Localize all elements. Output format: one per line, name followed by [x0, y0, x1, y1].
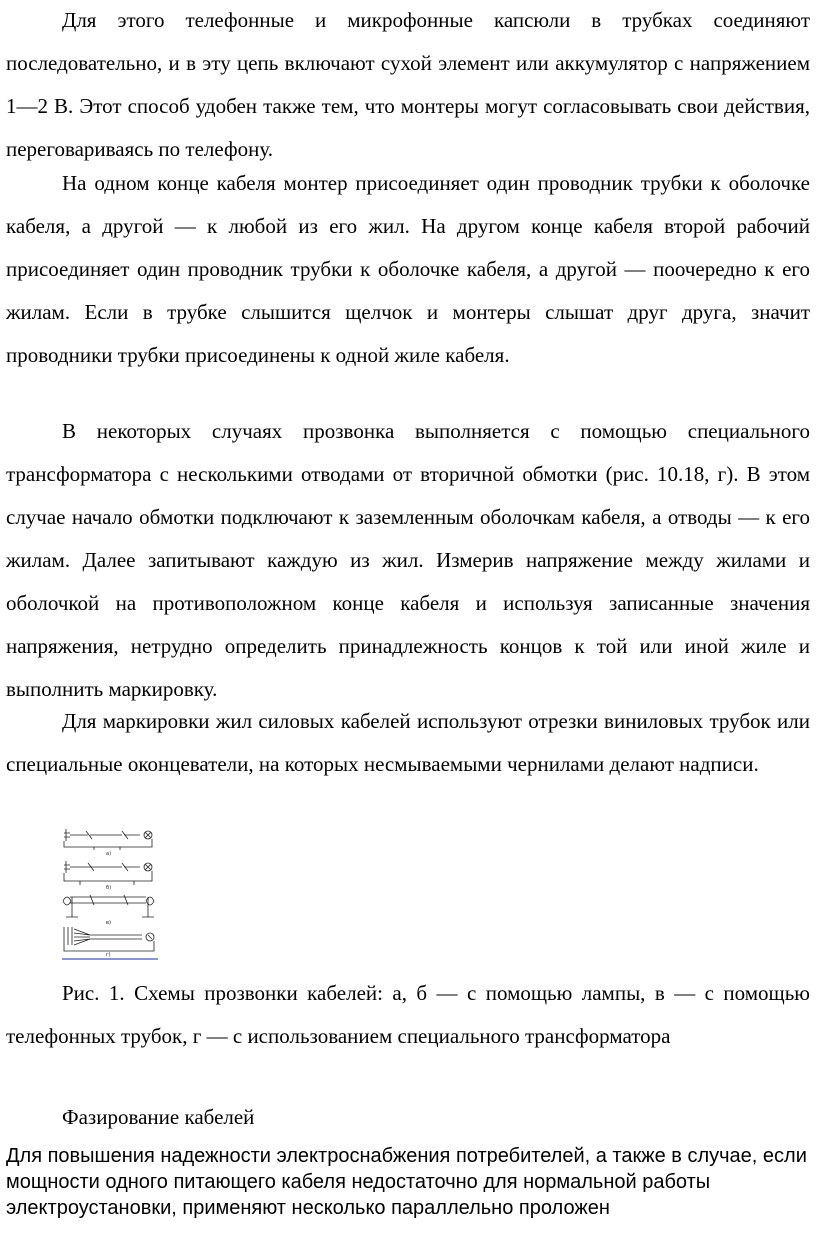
paragraph-3: В некоторых случаях прозвонка выполняется с помощью специального трансформатора с несколькими отводами от вторичной обмотки (рис. 10.18, г). В этом случае начало обмотки подключают к заземленным оболочкам кабеля, а отводы — к его жилам. Далее запитывают каждую из жил. Измерив напряжение между жилами и оболочкой на противоположном конце кабеля и используя записанные значения напряжения, нетрудно определить принадлежность концов к той или иной жиле и выполнить маркировку. [6, 419, 810, 701]
paragraph-5: Для повышения надежности электроснабжения потребителей, а также в случае, если мощности одного питающего кабеля недостаточно для нормальной работы электроустановки, применяют несколько параллельно проложен [6, 1145, 807, 1219]
figure-caption: Рис. 1. Схемы прозвонки кабелей: а, б — с помощью лампы, в — с помощью телефонных трубок, г — с использованием специального трансформатора [6, 981, 810, 1048]
paragraph-2: На одном конце кабеля монтер присоединяет один проводник трубки к оболочке кабеля, а другой — к любой из его жил. На другом конце кабеля второй рабочий присоединяет один проводник трубки к оболочке кабеля, а другой — поочередно к его жилам. Если в трубке слышится щелчок и монтеры слышат друг друга, значит проводники трубки присоединены к одной жиле кабеля. [6, 171, 810, 367]
schematic-panel-b [64, 861, 152, 885]
panel-label-d: г) [106, 952, 111, 958]
paragraph-1: Для этого телефонные и микрофонные капсюли в трубках соединяют последовательно, и в эту цепь включают сухой элемент или аккумулятор с напряжением 1—2 В. Этот способ удобен также тем, что монтеры могут согласовывать свои действия, переговариваясь по телефону. [6, 8, 810, 161]
section-heading: Фазирование кабелей [62, 1105, 255, 1129]
schematic-panel-d [64, 927, 154, 951]
cable-testing-schematic-figure [60, 825, 160, 961]
panel-label-b: б) [106, 885, 112, 891]
schematic-panel-a [64, 829, 152, 850]
panel-label-a: а) [106, 851, 112, 857]
schematic-panel-c [63, 895, 154, 917]
paragraph-4: Для маркировки жил силовых кабелей используют отрезки виниловых трубок или специальные оконцеватели, на которых несмываемыми чернилами делают надписи. [6, 709, 810, 776]
panel-label-c: в) [106, 920, 111, 926]
